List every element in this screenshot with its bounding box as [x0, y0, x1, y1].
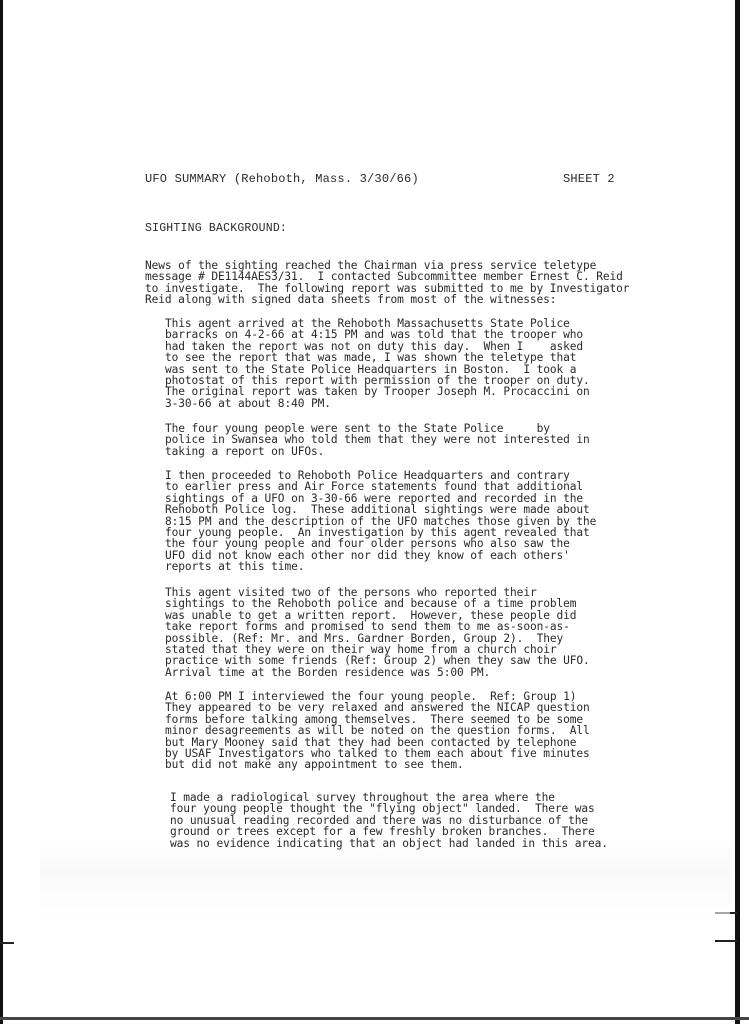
paragraph-barracks: This agent arrived at the Rehoboth Massachusetts State Police barracks on 4-2-66 at 4:15 PM and was told that the trooper who had taken the report was not on duty this day. When I asked to see the report that was made, I was shown the teletype that was sent to the State Police Headquarters in Boston. I took a photostat of this report with permission of the trooper on duty. The original report was taken by Trooper Joseph M. Procaccini on 3-30-66 at about 8:40 PM.	[165, 317, 590, 410]
paragraph-intro: News of the sighting reached the Chairman via press service teletype message # DE1144AES3/31. I contacted Subcommittee member Ernest C. Reid to investigate. The following report was submitted to me by Investigator Reid along with signed data sheets from most of the witnesses:	[145, 259, 630, 307]
scan-edge-left	[0, 0, 3, 1024]
scan-mark	[715, 940, 737, 942]
sheet-number: SHEET 2	[563, 172, 615, 186]
scan-smudge	[40, 840, 730, 920]
scan-mark	[0, 942, 14, 944]
scan-edge-right	[735, 0, 740, 1024]
section-heading: SIGHTING BACKGROUND:	[145, 222, 288, 235]
document-title: UFO SUMMARY (Rehoboth, Mass. 3/30/66)	[145, 172, 419, 186]
paragraph-radiological: I made a radiological survey throughout the area where the four young people thought the "flying object" landed. There was no unusual reading recorded and there was no disturbance of the ground or trees except for a few freshly broken branches. There was no evidence indicating that an object had landed in this area.	[170, 791, 608, 850]
paragraph-police-log: I then proceeded to Rehoboth Police Headquarters and contrary to earlier press and Air Force statements found that additional sightings of a UFO on 3-30-66 were reported and recorded in the Rehoboth Police log. These additional sightings were made about 8:15 PM and the description of the UFO matches those given by the four young people. An investigation by this agent revealed that the four young people and four older persons who also saw the UFO did not know each other nor did they know of each others' reports at this time.	[165, 469, 597, 574]
paragraph-interview: At 6:00 PM I interviewed the four young people. Ref: Group 1) They appeared to be very relaxed and answered the NICAP question forms before talking among themselves. There seemed to be some minor desagreements as will be noted on the question forms. All but Mary Mooney said that they had been contacted by telephone by USAF Investigators who talked to them each about five minutes but did not make any appointment to see them.	[165, 690, 590, 772]
scan-edge-bottom	[0, 1017, 749, 1020]
page-header	[145, 172, 645, 186]
paragraph-swansea: The four young people were sent to the State Police by police in Swansea who told them that they were not interested in taking a report on UFOs.	[165, 422, 590, 458]
paragraph-borden: This agent visited two of the persons who reported their sightings to the Rehoboth police and because of a time problem was unable to get a written report. However, these people did take report forms and promised to send them to me as-soon-as- possible. (Ref: Mr. and Mrs. Gardner Borden, Group 2). They stated that they were on their way home from a church choir practice with some friends (Ref: Group 2) when they saw the UFO. Arrival time at the Borden residence was 5:00 PM.	[165, 586, 590, 679]
